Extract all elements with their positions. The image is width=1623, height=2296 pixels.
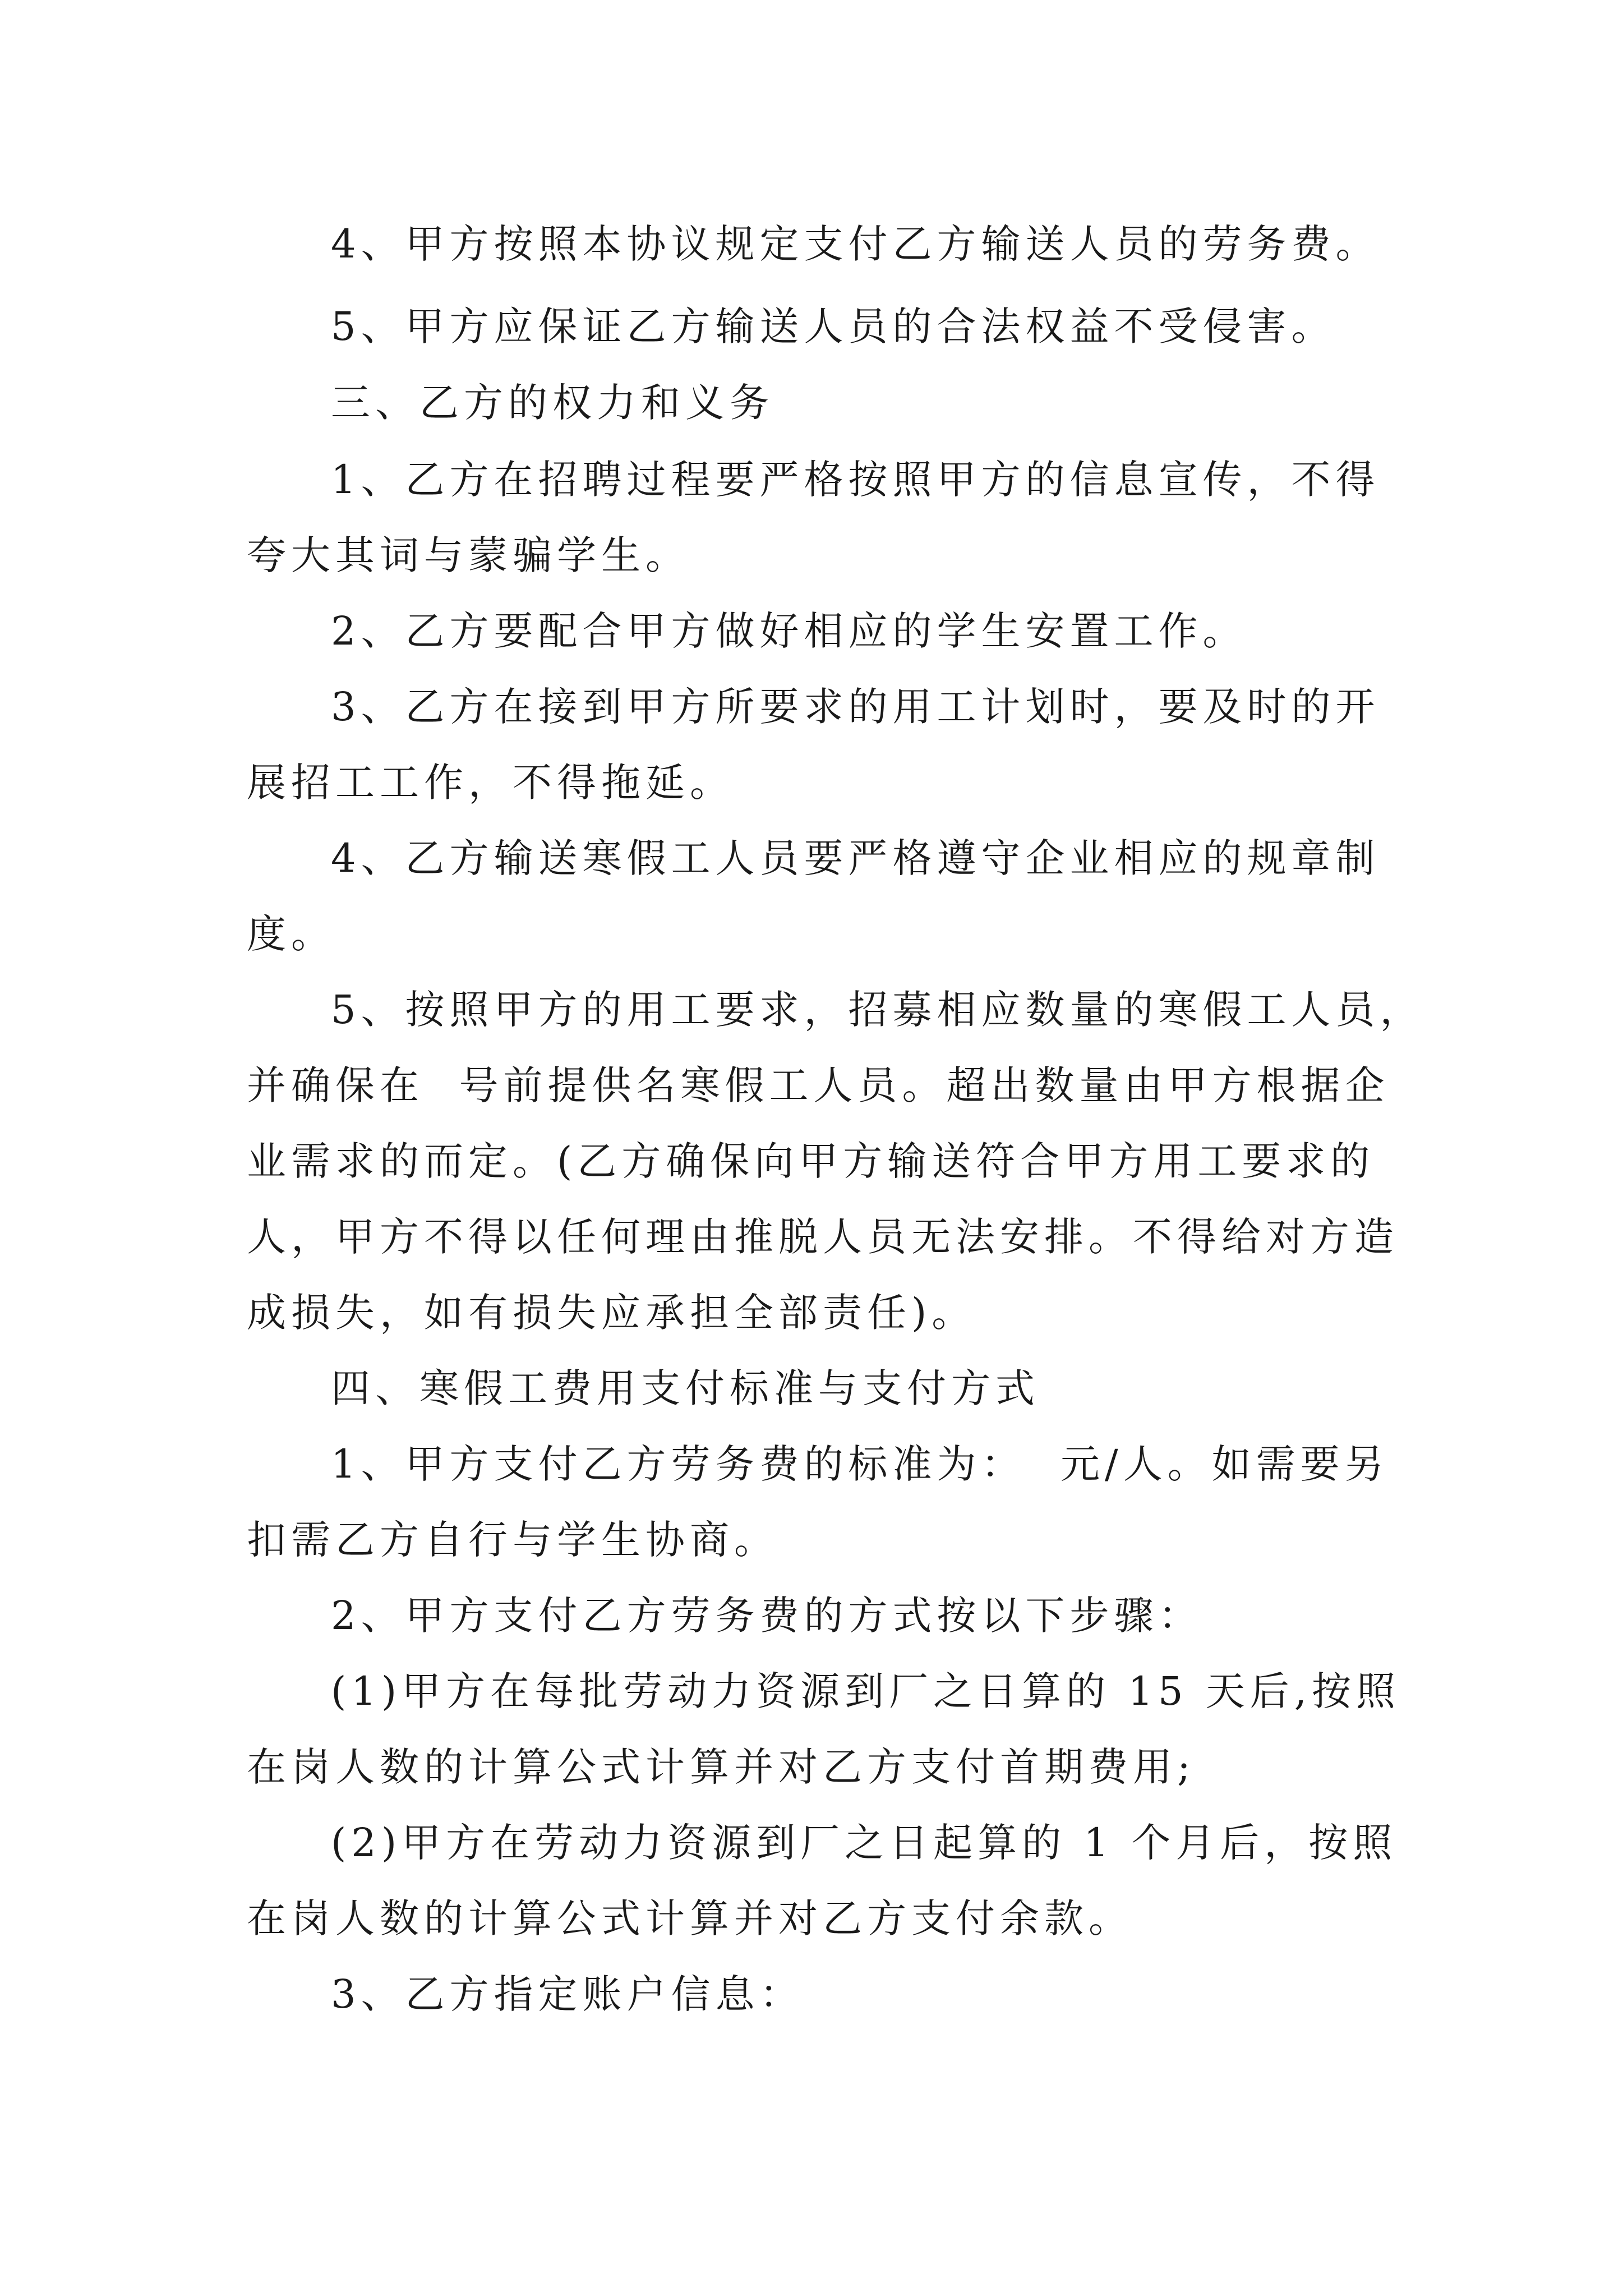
clause-b5-cont-3: 人，甲方不得以任何理由推脱人员无法安排。不得给对方造: [247, 1214, 1399, 1260]
clause-c1-cont: 扣需乙方自行与学生协商。: [247, 1517, 778, 1563]
clause-c2: 2、甲方支付乙方劳务费的方式按以下步骤：: [331, 1593, 1203, 1639]
clause-c2-step2: (2)甲方在劳动力资源到厂之日起算的 1 个月后，按照: [331, 1820, 1398, 1866]
clause-c1: 1、甲方支付乙方劳务费的标准为： 元/人。如需要另: [331, 1441, 1389, 1487]
clause-c2-step2-cont: 在岗人数的计算公式计算并对乙方支付余款。: [247, 1895, 1133, 1941]
clause-c2-step1-cont: 在岗人数的计算公式计算并对乙方支付首期费用;: [247, 1744, 1196, 1790]
clause-b5-cont-1: 并确保在 号前提供名寒假工人员。超出数量由甲方根据企: [247, 1062, 1390, 1108]
clause-a4: 4、甲方按照本协议规定支付乙方输送人员的劳务费。: [331, 221, 1380, 267]
section-heading-4: 四、寒假工费用支付标准与支付方式: [331, 1365, 1040, 1411]
clause-b4: 4、乙方输送寒假工人员要严格遵守企业相应的规章制: [331, 835, 1380, 881]
clause-a5: 5、甲方应保证乙方输送人员的合法权益不受侵害。: [331, 303, 1336, 349]
clause-c3: 3、乙方指定账户信息：: [331, 1971, 804, 2017]
clause-b2: 2、乙方要配合甲方做好相应的学生安置工作。: [331, 608, 1247, 654]
clause-b4-cont: 度。: [247, 911, 335, 957]
clause-b5-cont-2: 业需求的而定。(乙方确保向甲方输送符合甲方用工要求的: [247, 1138, 1375, 1184]
clause-b3: 3、乙方在接到甲方所要求的用工计划时，要及时的开: [331, 684, 1380, 730]
clause-b3-cont: 展招工工作，不得拖延。: [247, 760, 734, 806]
clause-c2-step1: (1)甲方在每批劳动力资源到厂之日算的 15 天后,按照: [331, 1668, 1400, 1714]
clause-b1: 1、乙方在招聘过程要严格按照甲方的信息宣传，不得: [331, 457, 1380, 503]
clause-b5: 5、按照甲方的用工要求，招募相应数量的寒假工人员，: [331, 987, 1424, 1033]
clause-b5-cont-4: 成损失，如有损失应承担全部责任)。: [247, 1290, 976, 1336]
clause-b1-cont: 夸大其词与蒙骗学生。: [247, 532, 690, 578]
section-heading-3: 三、乙方的权力和义务: [331, 380, 774, 426]
